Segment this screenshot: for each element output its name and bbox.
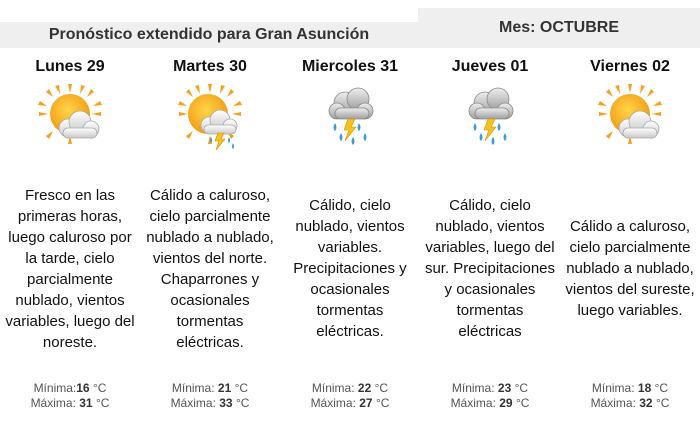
day-temperatures [560,381,700,411]
max-value: 32 [639,396,653,410]
forecast-day-martes [140,48,280,428]
day-description: Cálido, cielo nublado, vientos variables. Precipitaciones y ocasionales tormentas eléctricas. [293,197,407,340]
forecast-title: Pronóstico extendido para Gran Asunción [0,22,418,48]
day-description: Cálido a caluroso, cielo parcialmente nublado a nublado, vientos del norte. Chaparrones y ocasionales tormentas eléctricas. [146,186,274,351]
sun-cloud-icon [595,83,665,153]
unit: °C [92,381,107,395]
day-name: Martes 30 [173,58,247,75]
thunderstorm-icon [455,83,525,153]
thunderstorm-icon [315,83,385,153]
min-label: Mínima: [311,381,355,395]
day-name: Miercoles 31 [301,58,399,75]
day-name: Jueves 01 [451,58,529,75]
max-label: Máxima: [170,396,216,410]
unit: °C [655,396,670,410]
min-label: Mínima: [591,381,635,395]
day-name: Lunes 29 [35,58,105,75]
max-value: 33 [219,396,233,410]
forecast-day-lunes [0,48,140,428]
unit: °C [514,381,529,395]
min-value: 16 [76,381,90,395]
day-description: Fresco en las primeras horas, luego caluroso por la tarde, cielo parcialmente nublado, vientos variables, luego del noreste. [5,186,135,351]
month-title: Mes: OCTUBRE [418,8,700,48]
forecast-columns [0,48,700,428]
min-value: 21 [217,381,232,395]
min-label: Mínima: [33,381,77,395]
min-label: Mínima: [171,381,215,395]
max-label: Máxima: [450,396,496,410]
sun-cloud-icon [35,83,105,153]
max-value: 29 [499,396,513,410]
unit: °C [234,381,249,395]
max-label: Máxima: [30,396,76,410]
day-temperatures [0,381,140,411]
day-name: Viernes 02 [590,58,670,75]
day-description: Cálido, cielo nublado, vientos variables, luego del sur. Precipitaciones y ocasionales tormentas eléctricas [424,197,556,340]
max-label: Máxima: [310,396,356,410]
day-temperatures [420,381,560,411]
forecast-day-viernes [560,48,700,428]
day-temperatures [140,381,280,411]
unit: °C [95,396,110,410]
min-value: 23 [497,381,512,395]
unit: °C [654,381,669,395]
unit: °C [515,396,530,410]
forecast-day-miercoles [280,48,420,428]
day-temperatures [280,381,420,411]
forecast-day-jueves [420,48,560,428]
unit: °C [375,396,390,410]
unit: °C [235,396,250,410]
max-value: 27 [359,396,373,410]
unit: °C [374,381,389,395]
min-value: 18 [637,381,652,395]
min-label: Mínima: [451,381,495,395]
min-value: 22 [357,381,372,395]
day-description: Cálido a caluroso, cielo parcialmente nublado a nublado, vientos del sureste, luego variables. [565,218,695,319]
sun-cloud-storm-icon [175,83,245,153]
max-label: Máxima: [590,396,636,410]
max-value: 31 [79,396,93,410]
